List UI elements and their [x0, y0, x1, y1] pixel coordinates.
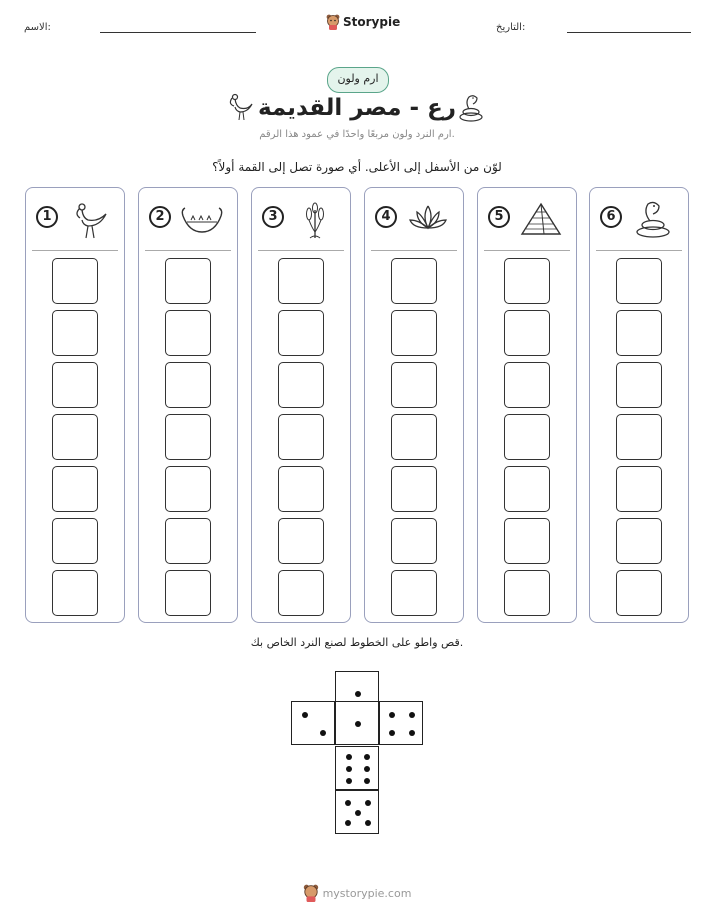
cobra-icon [630, 198, 676, 240]
color-square[interactable] [278, 518, 324, 564]
color-square[interactable] [391, 518, 437, 564]
name-label: الاسم: [24, 22, 51, 33]
die-pip [365, 800, 371, 806]
color-square[interactable] [52, 414, 98, 460]
color-square[interactable] [165, 414, 211, 460]
color-square[interactable] [52, 570, 98, 616]
color-square[interactable] [391, 570, 437, 616]
instruction-text: لوّن من الأسفل إلى الأعلى. أي صورة تصل إلى القمة أولاً؟ [212, 160, 502, 174]
color-square[interactable] [616, 466, 662, 512]
color-square[interactable] [52, 258, 98, 304]
die-face-5 [335, 790, 379, 834]
die-pip [346, 766, 352, 772]
die-face-4 [379, 701, 423, 745]
die-pip [389, 712, 395, 718]
die-pip [346, 754, 352, 760]
dice-column-4 [364, 187, 464, 623]
column-divider [145, 250, 231, 251]
color-square[interactable] [616, 258, 662, 304]
column-divider [596, 250, 682, 251]
die-pip [346, 778, 352, 784]
die-pip [409, 712, 415, 718]
footer [300, 884, 414, 902]
name-line[interactable] [100, 32, 256, 33]
bear-footer-icon [303, 884, 319, 902]
die-face-6 [335, 746, 379, 790]
die-pip [320, 730, 326, 736]
column-divider [32, 250, 118, 251]
date-label: التاريخ: [496, 22, 526, 33]
die-pip [355, 691, 361, 697]
column-number: 5 [488, 206, 510, 228]
page-subtitle: ارم النرد ولون مربعًا واحدًا في عمود هذا الرقم. [259, 129, 455, 140]
color-square[interactable] [504, 258, 550, 304]
color-square[interactable] [278, 466, 324, 512]
wheat-icon [292, 198, 338, 240]
color-square[interactable] [278, 362, 324, 408]
color-square[interactable] [391, 414, 437, 460]
column-number: 3 [262, 206, 284, 228]
color-square[interactable] [616, 414, 662, 460]
dice-column-2 [138, 187, 238, 623]
color-square[interactable] [391, 310, 437, 356]
column-number: 4 [375, 206, 397, 228]
dice-column-3 [251, 187, 351, 623]
color-square[interactable] [391, 362, 437, 408]
bear-logo-icon [326, 14, 340, 30]
column-number: 1 [36, 206, 58, 228]
dice-column-5 [477, 187, 577, 623]
color-square[interactable] [391, 258, 437, 304]
color-square[interactable] [165, 466, 211, 512]
color-square[interactable] [504, 466, 550, 512]
pyramid-icon [518, 198, 564, 240]
column-divider [371, 250, 457, 251]
color-square[interactable] [52, 362, 98, 408]
footer-site[interactable]: mystorypie.com [322, 886, 412, 900]
die-pip [345, 800, 351, 806]
die-pip [364, 766, 370, 772]
die-face-2 [291, 701, 335, 745]
die-pip [355, 810, 361, 816]
color-square[interactable] [391, 466, 437, 512]
color-square[interactable] [504, 310, 550, 356]
color-square[interactable] [504, 518, 550, 564]
cut-instruction: قص واطو على الخطوط لصنع النرد الخاص بك. [250, 636, 464, 649]
column-number: 6 [600, 206, 622, 228]
color-square[interactable] [52, 310, 98, 356]
die-pip [364, 778, 370, 784]
die-pip [365, 820, 371, 826]
ibis-icon [66, 198, 112, 240]
color-square[interactable] [165, 570, 211, 616]
color-square[interactable] [616, 362, 662, 408]
color-square[interactable] [278, 414, 324, 460]
date-line[interactable] [567, 32, 691, 33]
color-square[interactable] [165, 310, 211, 356]
boat-icon [179, 198, 225, 240]
color-square[interactable] [165, 362, 211, 408]
column-divider [484, 250, 570, 251]
page-title: رع - مصر القديمة [257, 95, 457, 121]
brand-name: Storypie [343, 15, 401, 29]
die-pip [355, 721, 361, 727]
color-square[interactable] [504, 414, 550, 460]
brand-logo [326, 14, 400, 30]
color-square[interactable] [52, 518, 98, 564]
color-square[interactable] [278, 258, 324, 304]
color-square[interactable] [504, 570, 550, 616]
activity-badge: ارم ولون [327, 67, 389, 93]
color-square[interactable] [165, 518, 211, 564]
cobra-title-icon [457, 92, 485, 122]
color-square[interactable] [504, 362, 550, 408]
color-square[interactable] [616, 310, 662, 356]
column-divider [258, 250, 344, 251]
die-pip [345, 820, 351, 826]
die-pip [364, 754, 370, 760]
die-face-1 [335, 701, 379, 745]
column-number: 2 [149, 206, 171, 228]
color-square[interactable] [616, 570, 662, 616]
color-square[interactable] [616, 518, 662, 564]
color-square[interactable] [52, 466, 98, 512]
color-square[interactable] [165, 258, 211, 304]
dice-column-6 [589, 187, 689, 623]
lotus-icon [405, 198, 451, 240]
color-square[interactable] [278, 310, 324, 356]
color-square[interactable] [278, 570, 324, 616]
die-pip [409, 730, 415, 736]
dice-column-1 [25, 187, 125, 623]
die-pip [389, 730, 395, 736]
die-pip [302, 712, 308, 718]
